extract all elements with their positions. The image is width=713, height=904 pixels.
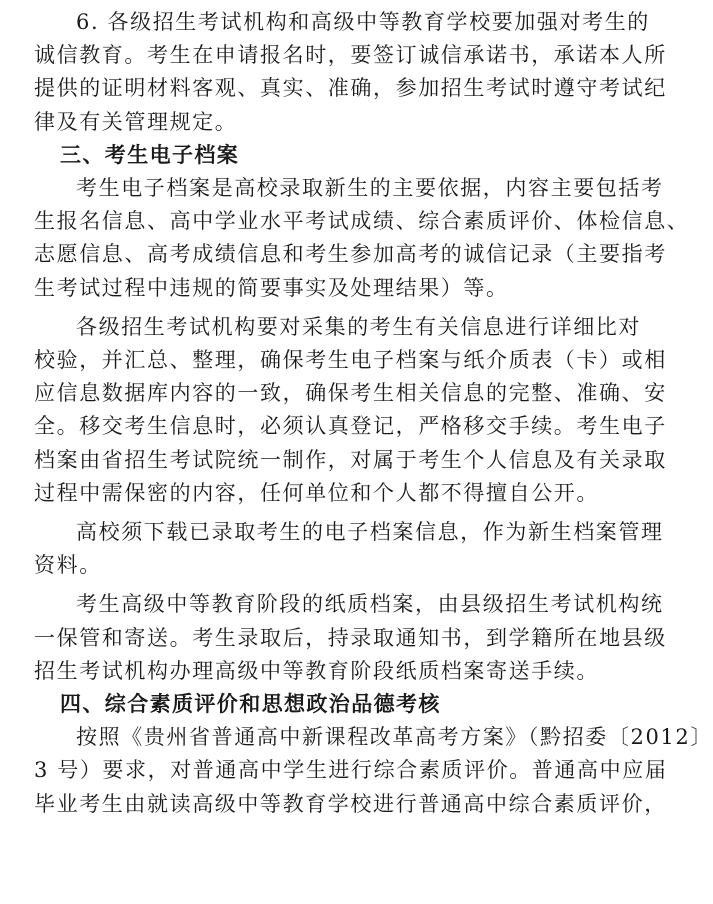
paragraph-archive-contents xyxy=(34,172,690,305)
text-line: 3 号）要求，对普通高中学生进行综合素质评价。普通高中应届 xyxy=(34,758,668,783)
text-line: 考生高级中等教育阶段的纸质档案，由县级招生考试机构统 xyxy=(76,592,664,617)
section-heading-comprehensive-evaluation: 四、综合素质评价和思想政治品德考核 xyxy=(60,692,441,717)
text-line: 高校须下载已录取考生的电子档案信息，作为新生档案管理 xyxy=(76,520,664,545)
text-line: 诚信教育。考生在申请报名时，要签订诚信承诺书，承诺本人所 xyxy=(34,43,667,68)
paragraph-integrity-education xyxy=(34,6,667,139)
text-line: 律及有关管理规定。 xyxy=(34,109,238,134)
text-line: 校验，并汇总、整理，确保考生电子档案与纸介质表（卡）或相 xyxy=(34,348,667,373)
paragraph-info-verification xyxy=(34,311,667,510)
text-line: 档案由省招生考试院统一制作，对属于考生个人信息及有关录取 xyxy=(34,447,667,472)
text-line: 提供的证明材料客观、真实、准确，参加招生考试时遵守考试纪 xyxy=(34,76,667,101)
text-line: 生报名信息、高中学业水平考试成绩、综合素质评价、体检信息、 xyxy=(34,209,690,234)
text-line: 过程中需保密的内容，任何单位和个人都不得擅自公开。 xyxy=(34,480,599,505)
text-line: 毕业考生由就读高级中等教育学校进行普通高中综合素质评价， xyxy=(34,791,667,816)
text-line: 志愿信息、高考成绩信息和考生参加高考的诚信记录（主要指考 xyxy=(34,242,667,267)
paragraph-paper-archive xyxy=(34,588,667,688)
paragraph-evaluation-plan xyxy=(34,721,713,821)
text-line: 应信息数据库内容的一致，确保考生相关信息的完整、准确、安 xyxy=(34,381,667,406)
text-line: 6. 各级招生考试机构和高级中等教育学校要加强对考生的 xyxy=(76,10,650,34)
text-line: 招生考试机构办理高级中等教育阶段纸质档案寄送手续。 xyxy=(34,658,599,683)
text-line: 全。移交考生信息时，必须认真登记，严格移交手续。考生电子 xyxy=(34,414,667,439)
text-line: 一保管和寄送。考生录取后，持录取通知书，到学籍所在地县级 xyxy=(34,625,667,650)
text-line: 按照《贵州省普通高中新课程改革高考方案》（黔招委〔2012〕 xyxy=(76,725,713,750)
text-line: 生考试过程中违规的简要事实及处理结果）等。 xyxy=(34,275,509,300)
text-line: 考生电子档案是高校录取新生的主要依据，内容主要包括考 xyxy=(76,176,664,201)
section-heading-electronic-archive: 三、考生电子档案 xyxy=(60,142,240,167)
paragraph-download-archive xyxy=(34,516,664,582)
text-line: 各级招生考试机构要对采集的考生有关信息进行详细比对 xyxy=(76,314,641,339)
text-line: 资料。 xyxy=(34,553,102,578)
